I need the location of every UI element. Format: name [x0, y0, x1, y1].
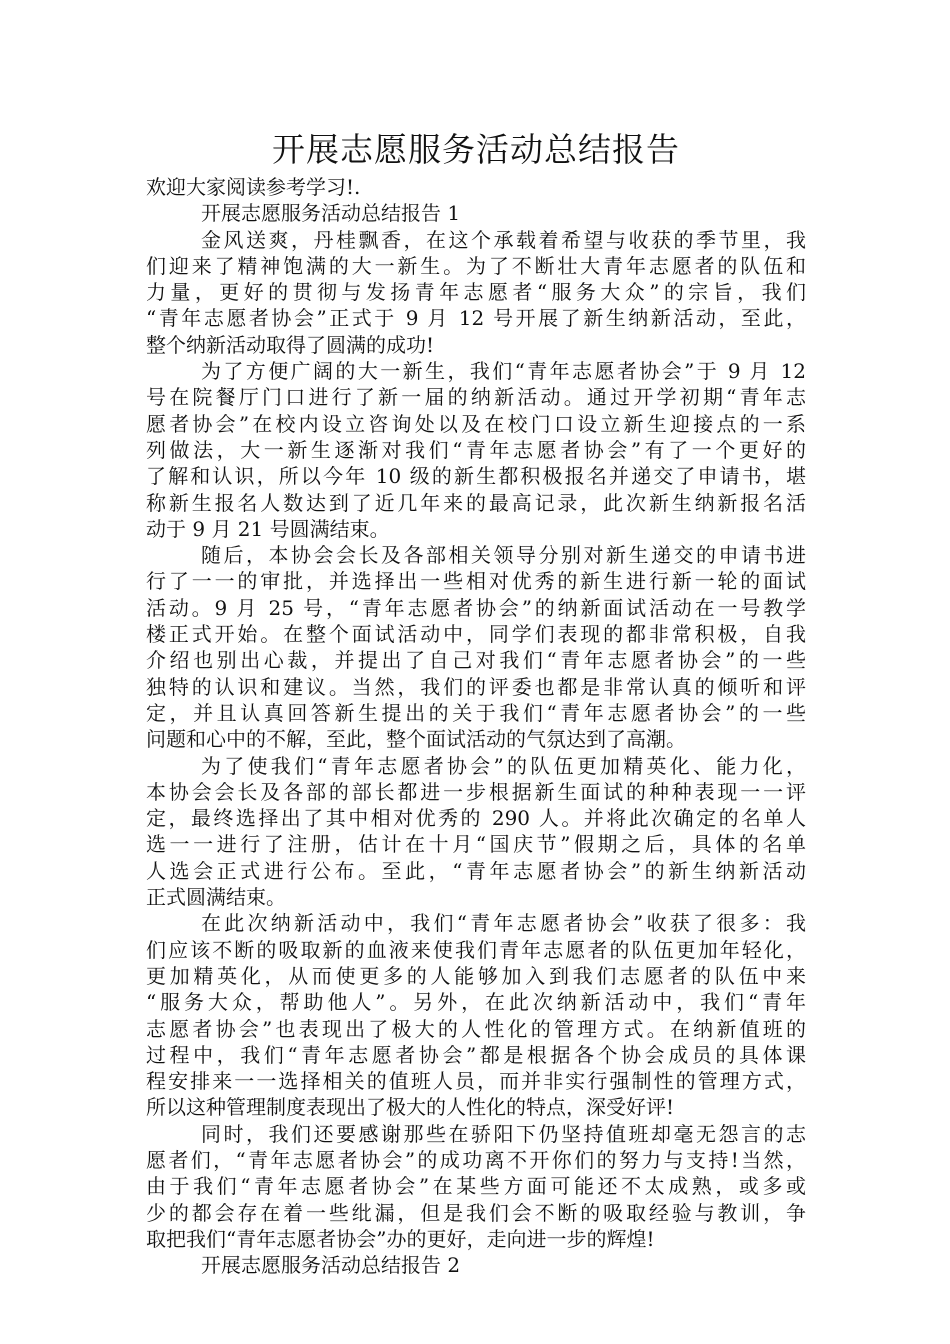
text-line: 们应该不断的吸取新的血液来使我们青年志愿者的队伍更加年轻化， — [146, 937, 806, 962]
text-line: 开展志愿服务活动总结报告 2 — [201, 1253, 461, 1278]
text-line: 程安排来一一选择相关的值班人员，而并非实行强制性的管理方式， — [146, 1069, 806, 1094]
text-line: 开展志愿服务活动总结报告 1 — [201, 201, 461, 226]
text-line: 独特的认识和建议。当然，我们的评委也都是非常认真的倾听和评 — [146, 674, 806, 699]
text-line: 为了使我们“青年志愿者协会”的队伍更加精英化、能力化， — [201, 753, 806, 778]
text-line: 选一一进行了注册，估计在十月“国庆节”假期之后，具体的名单 — [146, 832, 806, 857]
text-line: 为了方便广阔的大一新生，我们“青年志愿者协会”于 9 月 12 — [201, 359, 806, 384]
text-line: 少的都会存在着一些纰漏，但是我们会不断的吸取经验与教训，争 — [146, 1200, 806, 1225]
text-line: 更加精英化，从而使更多的人能够加入到我们志愿者的队伍中来 — [146, 963, 806, 988]
text-line: 介绍也别出心裁，并提出了自己对我们“青年志愿者协会”的一些 — [146, 648, 806, 673]
text-line: 了解和认识，所以今年 10 级的新生都积极报名并递交了申请书，堪 — [146, 464, 806, 489]
text-line: 活动。9 月 25 号，“青年志愿者协会”的纳新面试活动在一号教学 — [146, 595, 806, 620]
text-line: 由于我们“青年志愿者协会”在某些方面可能还不太成熟，或多或 — [146, 1174, 806, 1199]
text-line: 人选会正式进行公布。至此，“青年志愿者协会”的新生纳新活动 — [146, 858, 806, 883]
text-line: 称新生报名人数达到了近几年来的最高记录，此次新生纳新报名活 — [146, 490, 806, 515]
text-line: 本协会会长及各部的部长都进一步根据新生面试的种种表现一一评 — [146, 779, 806, 804]
text-line: 定，并且认真回答新生提出的关于我们“青年志愿者协会”的一些 — [146, 700, 806, 725]
text-line: 号在院餐厅门口进行了新一届的纳新活动。通过开学初期“青年志 — [146, 385, 806, 410]
text-line: 力量，更好的贯彻与发扬青年志愿者“服务大众”的宗旨，我们 — [146, 280, 806, 305]
text-line: 正式圆满结束。 — [146, 885, 286, 910]
text-line: 所以这种管理制度表现出了极大的人性化的特点，深受好评! — [146, 1095, 675, 1120]
text-line: 随后，本协会会长及各部相关领导分别对新生递交的申请书进 — [201, 543, 806, 568]
text-line: 愿者协会”在校内设立咨询处以及在校门口设立新生迎接点的一系 — [146, 411, 806, 436]
text-line: 动于 9 月 21 号圆满结束。 — [146, 516, 390, 541]
document-body — [146, 174, 806, 1278]
text-line: “服务大众，帮助他人”。另外，在此次纳新活动中，我们“青年 — [146, 990, 806, 1015]
text-line: 定，最终选择出了其中相对优秀的 290 人。并将此次确定的名单人 — [146, 806, 806, 831]
text-line: 们迎来了精神饱满的大一新生。为了不断壮大青年志愿者的队伍和 — [146, 253, 806, 278]
text-line: 列做法，大一新生逐渐对我们“青年志愿者协会”有了一个更好的 — [146, 437, 806, 462]
text-line: 志愿者协会”也表现出了极大的人性化的管理方式。在纳新值班的 — [146, 1016, 806, 1041]
text-line: 过程中，我们“青年志愿者协会”都是根据各个协会成员的具体课 — [146, 1042, 806, 1067]
document-title: 开展志愿服务活动总结报告 — [272, 130, 680, 169]
text-line: 取把我们“青年志愿者协会”办的更好，走向进一步的辉煌! — [146, 1226, 655, 1251]
text-line: 楼正式开始。在整个面试活动中，同学们表现的都非常积极，自我 — [146, 622, 806, 647]
text-line: 在此次纳新活动中，我们“青年志愿者协会”收获了很多：我 — [201, 911, 806, 936]
text-line: 金风送爽，丹桂飘香，在这个承载着希望与收获的季节里，我 — [201, 227, 806, 252]
text-line: 愿者们，“青年志愿者协会”的成功离不开你们的努力与支持!当然， — [146, 1147, 806, 1172]
text-line: 欢迎大家阅读参考学习!. — [146, 175, 361, 199]
text-line: 同时，我们还要感谢那些在骄阳下仍坚持值班却毫无怨言的志 — [201, 1121, 806, 1146]
text-line: 行了一一的审批，并选择出一些相对优秀的新生进行新一轮的面试 — [146, 569, 806, 594]
text-line: “青年志愿者协会”正式于 9 月 12 号开展了新生纳新活动，至此， — [146, 306, 806, 331]
text-line: 问题和心中的不解，至此，整个面试活动的气氛达到了高潮。 — [146, 727, 686, 752]
document-page — [146, 128, 806, 1278]
text-line: 整个纳新活动取得了圆满的成功! — [146, 332, 435, 357]
